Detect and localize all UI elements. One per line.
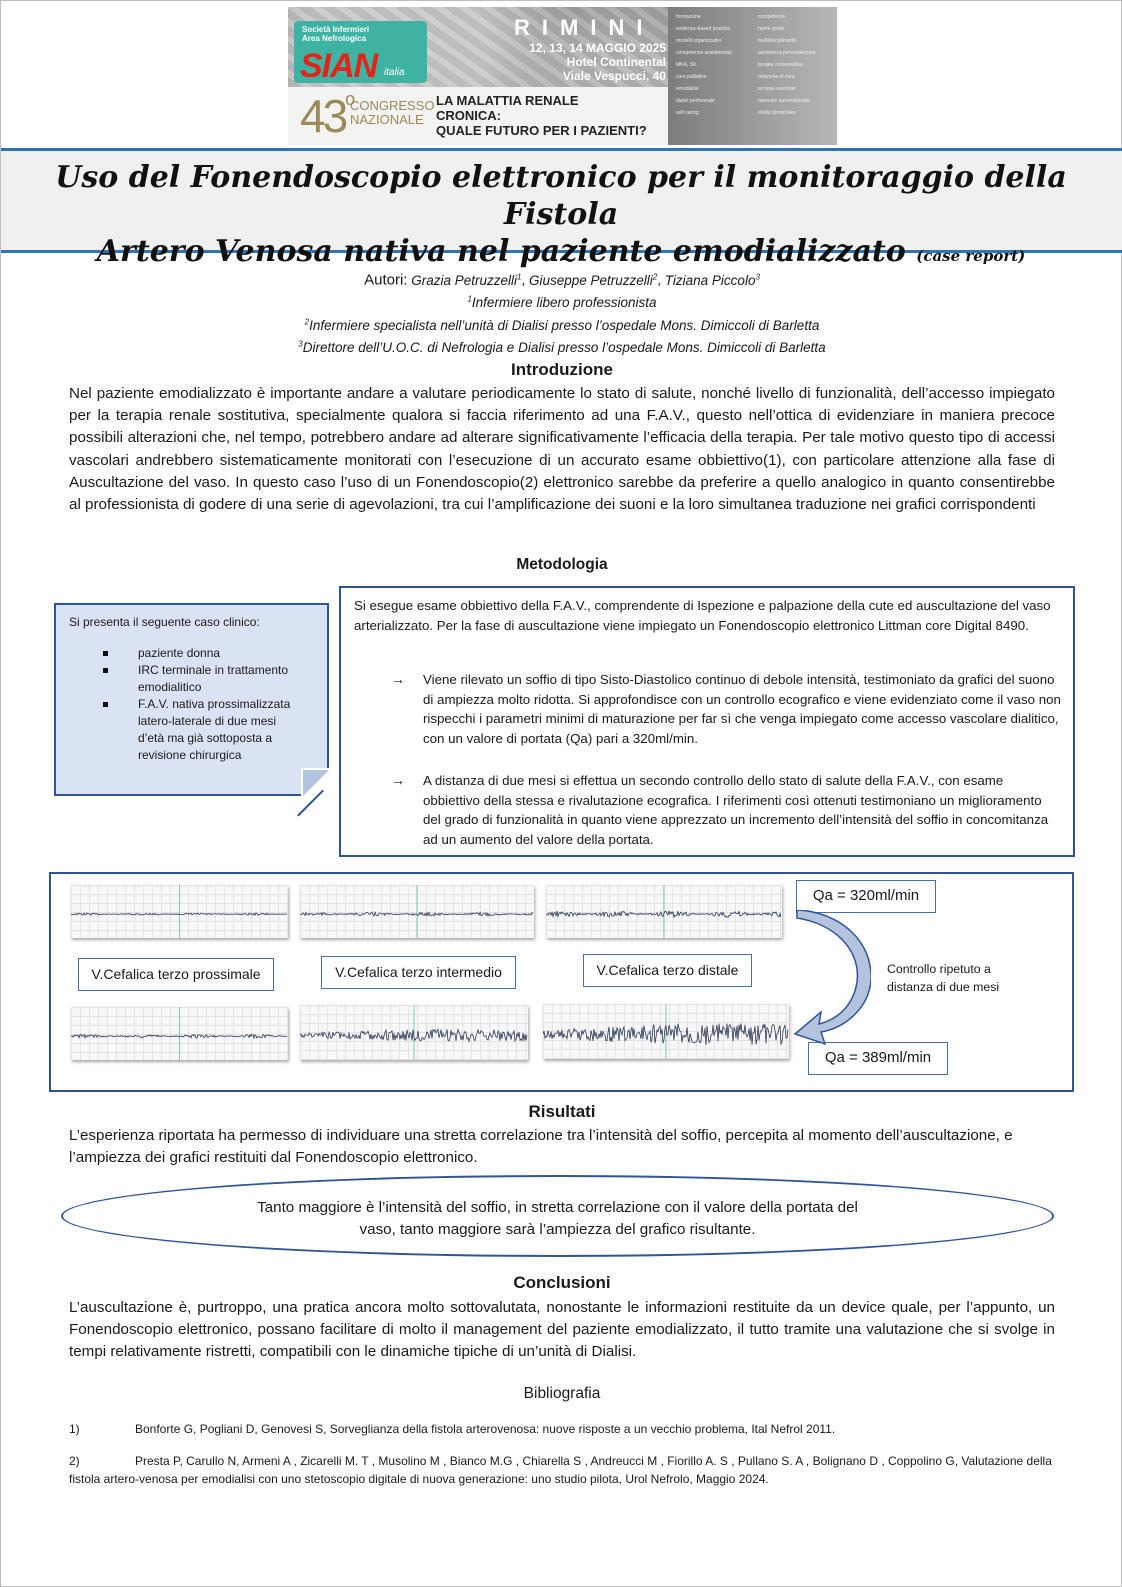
case-box <box>54 603 329 796</box>
method-point-2: A distanza di due mesi si effettua un secondo controllo dello stato di salute della F.A.V., con esame obbiettivo della stessa e rivalutazione ecografica. I riferimenti così ottenuti testimoniano un miglioramento del grado di funzionalità in quanto viene apprezzato un incremento dell’intensità del soffio in concomitanza ad un aumento del valore della portata. <box>423 773 1049 847</box>
risultati-text: L’esperienza riportata ha permesso di individuare una stretta correlazione tra l’intensità del soffio, percepita al momento dell’auscultazione, e l’ampiezza dei grafici restituiti dal Fonendoscopio elettronico. <box>69 1127 1013 1167</box>
sound-trace-prossimale-after <box>71 1007 288 1060</box>
authors-label: Autori: <box>364 271 408 289</box>
congress-label: CONGRESSO NAZIONALE <box>350 98 435 127</box>
introduzione-text: Nel paziente emodializzato è importante andare a valutare periodicamente lo stato di salute, nonché livello di funzionalità, dell’accesso impiegato per la terapia renale sostitutiva, specialmente qualora si faccia riferimento ad una F.A.V., questo nell’ottica di evidenziare in maniera precoce possibili alterazioni che, nel tempo, potrebbero andare ad alterare significativamente l’efficacia della terapia. Per tale motivo questo tipo di accessi vascolari andrebbero sistematicamente monitorati con l’esecuzione di un accurato esame obbiettivo(1), con particolare attenzione alla fase di Auscultazione del vaso. In questo caso l’uso di un Fonendoscopio(2) elettronico sarebbe da preferire a quello analogico in quanto consentirebbe al professionista di godere di una serie di agevolazioni, tra cui l’amplificazione dei suoni e la loro simultanea traduzione nei grafici corrispondenti <box>69 385 1055 514</box>
affiliation-3-text: Direttore dell’U.O.C. di Nefrologia e Dialisi presso l’ospedale Mons. Dimiccoli di Barletta <box>302 340 826 355</box>
banner-topic: terapia conservativa <box>758 62 803 68</box>
banner-topic: competenze assistenziali <box>676 50 732 56</box>
method-box <box>339 586 1075 857</box>
control-note: Controllo ripetuto a distanza di due mesi <box>887 962 1000 994</box>
congress-dates <box>506 41 666 83</box>
affiliation-3-sup: 3 <box>298 339 303 349</box>
title-suffix: (case report) <box>916 247 1026 265</box>
case-item: F.A.V. nativa prossimalizzata latero-laterale di due mesi d’età ma già sottoposta a revisione chirurgica <box>103 696 303 764</box>
author-2-sup: 2 <box>652 272 658 281</box>
curved-arrow-icon <box>791 910 871 1046</box>
affiliation-2-text: Infermiere specialista nell’unità di Dialisi presso l’ospedale Mons. Dimiccoli di Barletta <box>309 317 820 333</box>
banner-topic: dialisi peritoneale <box>676 98 715 104</box>
conclusioni-heading: Conclusioni <box>513 1273 611 1292</box>
title-line-2: Artero Venosa nativa nel paziente emodializzato <box>96 234 906 269</box>
conclusioni-text: L’auscultazione è, purtroppo, una pratica ancora molto sottovalutata, nonostante le informazioni restituite da un device quale, per l’appunto, un Fonendoscopio elettronico, possano facilitare di molto il management del paziente emodializzato, il tutto tramite una valutazione che si svolge in tempi relativamente ristretti, compatibili con le dinamiche tipiche di un’unità di Dialisi. <box>69 1299 1055 1361</box>
theme-line-1: LA MALATTIA RENALE <box>436 93 579 108</box>
affiliation-1 <box>61 290 1063 313</box>
affiliation-1-text: Infermiere libero professionista <box>471 295 657 310</box>
author-1-sup: 1 <box>517 272 522 281</box>
banner-topic: formazione <box>676 14 701 20</box>
arrow-bullet-1: → <box>391 671 405 687</box>
banner-topic: cure palliative <box>676 74 707 80</box>
arrow-shape <box>795 910 871 1044</box>
case-item: paziente donna <box>103 645 303 662</box>
author-2 <box>529 273 657 288</box>
sound-trace-intermedio-before <box>300 885 534 938</box>
affiliation-3 <box>61 335 1063 358</box>
reference-2-number: 2) <box>69 1454 80 1468</box>
banner-topic: relazione di cura <box>758 74 795 80</box>
affiliation-2-sup: 2 <box>304 317 310 326</box>
trace-svg <box>546 885 782 938</box>
address-line: Viale Vespucci, 40 <box>562 69 666 83</box>
congress-theme <box>436 93 647 138</box>
trace-svg <box>71 1007 288 1060</box>
theme-line-2: CRONICA: <box>436 108 501 123</box>
authors-block <box>61 267 1063 357</box>
author-3-name: Tiziana Piccolo <box>664 272 756 288</box>
method-point-1: Viene rilevato un soffio di tipo Sisto-Diastolico continuo di debole intensità, testimoniato da grafici del suono di ampiezza molto ridotta. Si approfondisce con un controllo ecografico e viene evidenziato come il vaso non rispecchi i parametri minimi di maturazione per far sì che venga impiegato come accesso vascolare dialitico, con un valore di portata (Qa) pari a 320ml/min. <box>423 672 1061 746</box>
method-text: Si esegue esame obbiettivo della F.A.V., comprendente di Ispezione e palpazione della cute ed auscultazione del vaso arterializzato. Per la fase di auscultazione viene impiegato un Fonendoscopio elettronico Littman core Digital 8490. <box>354 598 1051 633</box>
title-band <box>1 148 1122 269</box>
logo-text: SIAN <box>300 47 378 85</box>
venue-line: Hotel Continental <box>566 55 666 69</box>
title-line-1: Uso del Fonendoscopio elettronico per il monitoraggio della Fistola <box>55 160 1067 232</box>
qa-before-value: Qa = 320ml/min <box>796 880 936 913</box>
reference-2-text: Presta P, Carullo N, Armeni A , Zicarelli M. T , Musolino M , Bianco M.G , Chiarella S , Andreucci M , Fiorillo A. S , Pullano S. A , Bolignano D , Coppolino G, Valutazione della fistola artero-venosa per emodialisi con uno stetoscopio digitale di nuova generazione: uno studio pilota, Urol Nefrolo, Maggio 2024. <box>69 1454 1052 1486</box>
reference-1-number: 1) <box>69 1422 80 1436</box>
dates-line: 12, 13, 14 MAGGIO 2025 <box>529 41 666 55</box>
sound-trace-distale-after <box>543 1004 789 1059</box>
risultati-heading: Risultati <box>528 1102 596 1121</box>
label-distale: V.Cefalica terzo distale <box>583 954 752 987</box>
banner-topic: MKA, SIL <box>676 62 698 68</box>
metodologia-heading: Metodologia <box>516 556 608 573</box>
author-2-name: Giuseppe Petruzzelli <box>528 272 653 288</box>
affiliation-2 <box>61 312 1063 335</box>
sound-trace-intermedio-after <box>300 1005 528 1060</box>
trace-svg <box>71 885 288 938</box>
edition-digits: 43 <box>300 90 346 142</box>
banner-topic-list-b <box>758 11 834 119</box>
banner-topic: evidence-based practice <box>676 26 731 32</box>
banner-topic: home guide <box>758 26 785 32</box>
banner-topic: manuale automatizzata <box>758 98 810 104</box>
congress-banner <box>288 7 837 145</box>
key-finding-oval <box>61 1175 1054 1257</box>
author-1-name: Grazia Petruzzelli <box>411 272 518 288</box>
banner-topic: multidisciplinarità <box>758 38 797 44</box>
authors-line: Autori: Grazia Petruzzelli$^1$, Giuseppe Petruzzelli$^2$, Tiziana Piccolo$^3$ <box>364 271 760 289</box>
key-finding-text <box>63 1197 1052 1241</box>
logo-suffix: italia <box>384 67 405 78</box>
edition-number <box>300 89 355 143</box>
banner-topic: assistenza personalizzata <box>758 50 816 56</box>
page-fold-flap <box>303 770 329 796</box>
sound-trace-distale-before <box>546 885 782 938</box>
key-finding-line-1: Tanto maggiore è l’intensità del soffio, in stretta correlazione con il valore della portata del <box>257 1199 858 1216</box>
banner-topic: dialisi domiciliare <box>758 110 796 116</box>
society-name: Società Infermieri Area Nefrologica <box>302 25 370 43</box>
banner-topic-list-a <box>676 11 748 119</box>
edition-ordinal: o <box>345 89 356 109</box>
key-finding-line-2: vaso, tanto maggiore sarà l’ampiezza del grafico risultante. <box>359 1221 756 1238</box>
label-prossimale: V.Cefalica terzo prossimale <box>78 958 274 991</box>
affiliation-1-sup: 1 <box>467 294 472 304</box>
congress-city: RIMINI <box>514 15 655 40</box>
banner-topic: self caring <box>676 110 699 116</box>
label-intermedio: V.Cefalica terzo intermedio <box>321 956 516 989</box>
auscultation-figure <box>49 872 1074 1092</box>
reference-1 <box>69 1421 1055 1439</box>
trace-svg <box>543 1004 789 1059</box>
bibliografia-heading: Bibliografia <box>523 1385 601 1402</box>
introduzione-heading: Introduzione <box>511 360 613 379</box>
reference-1-text: Bonforte G, Pogliani D, Genovesi S, Sorveglianza della fistola arterovenosa: nuove risposte a un vecchio problema, Ital Nefrol 2011. <box>135 1422 836 1436</box>
author-3 <box>665 273 760 288</box>
banner-topic: accessi vascolari <box>758 86 796 92</box>
banner-topic: competenze <box>758 14 786 20</box>
case-intro: Si presenta il seguente caso clinico: <box>69 615 260 629</box>
author-3-sup: 3 <box>755 272 760 281</box>
arrow-bullet-2: → <box>391 772 405 788</box>
theme-line-3: QUALE FUTURO PER I PAZIENTI? <box>436 123 647 138</box>
banner-topic: modelli organizzativi <box>676 38 722 44</box>
poster-title <box>11 159 1111 275</box>
case-item: IRC terminale in trattamento emodialitico <box>103 662 303 696</box>
trace-svg <box>300 885 534 938</box>
trace-svg <box>300 1005 528 1060</box>
sound-trace-prossimale-before <box>71 885 288 938</box>
author-1 <box>411 273 521 288</box>
banner-topic: emodialisi <box>676 86 699 92</box>
case-list <box>103 645 303 764</box>
qa-after-value: Qa = 389ml/min <box>808 1042 948 1075</box>
reference-2 <box>69 1453 1055 1488</box>
